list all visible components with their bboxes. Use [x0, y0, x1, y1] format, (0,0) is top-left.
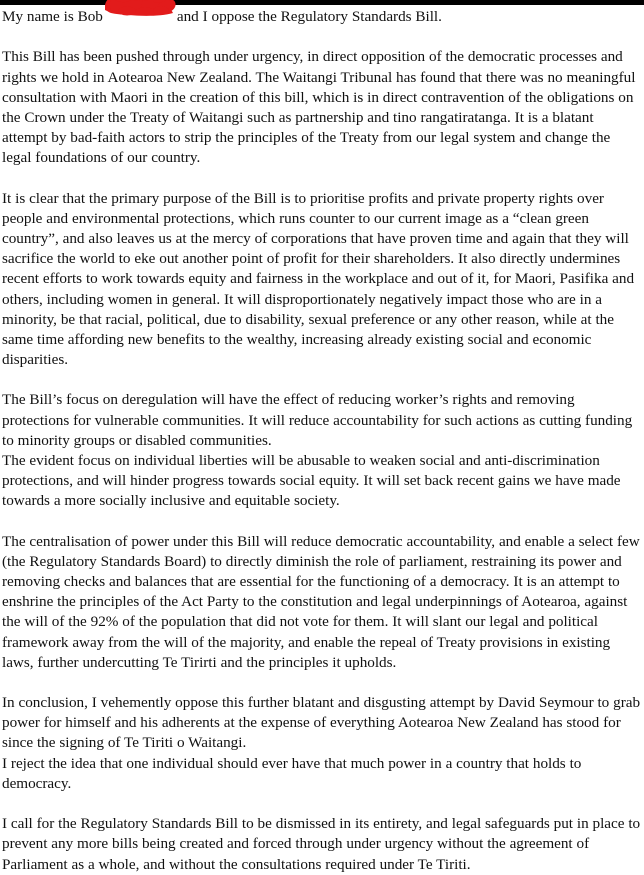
document-text-body — [0, 5, 644, 875]
redaction-wrapper — [103, 6, 177, 21]
paragraph-deregulation — [2, 390, 642, 511]
deregulation-line-2: The evident focus on individual liberties will be abusable to weaken social and anti-discrimination protections, and will hinder progress towards social equity. It will set back recent gains we have made towards a more socially inclusive and equitable society. — [2, 452, 621, 510]
deregulation-line-1: The Bill’s focus on deregulation will have the effect of reducing worker’s rights and removing protections for vulnerable communities. It will reduce accountability for such actions as cutting funding to minority groups or disabled communities. — [2, 391, 633, 449]
paragraph-urgency-and-treaty: This Bill has been pushed through under urgency, in direct opposition of the democratic processes and rights we hold in Aotearoa New Zealand. The Waitangi Tribunal has found that there was no meaningful consultation with Maori in the creation of this bill, which is in direct contravention of the obligations on the Crown under the Treaty of Waitangi such as partnership and tino rangatiratanga. It is a blatant attempt by bad-faith actors to strip the principles of the Treaty from our legal system and change the legal foundations of our country. — [2, 48, 636, 167]
paragraph-call-to-action: I call for the Regulatory Standards Bill to be dismissed in its entirety, and legal safeguards put in place to prevent any more bills being created and forced through under urgency without the agreement of Parliament as a whole, and without the consultations required under Te Tiriti. — [2, 815, 641, 873]
conclusion-line-1: In conclusion, I vehemently oppose this further blatant and disgusting attempt by David Seymour to grab power for himself and his adherents at the expense of everything Aotearoa New Zealand has stood for since the signing of Te Tiriti o Waitangi. — [2, 694, 641, 752]
conclusion-line-2: I reject the idea that one individual should ever have that much power in a country that holds to democracy. — [2, 754, 582, 792]
paragraph-centralisation-of-power: The centralisation of power under this Bill will reduce democratic accountability, and enable a select few (the Regulatory Standards Board) to directly diminish the role of parliament, restraining its power and removing checks and balances that are essential for the functioning of a democracy. It is an attempt to enshrine the principles of the Act Party to the constitution and legal underpinnings of Aotearoa, against the will of the 92% of the population that did not vote for them. It will slant our legal and political framework away from the will of the majority, and enable the repeal of Treaty provisions in existing laws, further undercutting Te Tirirti and the principles it upholds. — [2, 532, 640, 671]
opening-text-before-redaction: My name is Bob — [2, 8, 103, 26]
paragraph-opening — [2, 6, 642, 27]
paragraph-profits-over-people: It is clear that the primary purpose of the Bill is to prioritise profits and private property rights over people and environmental protections, which runs counter to our current image as a “clean green country”, and also leaves us at the mercy of corporations that have proven time and again that they will sacrifice the world to eke out another point of profit for their shareholders. It also directly undermines recent efforts to work towards equity and fairness in the workplace and out of it, for Maori, Pasifika and others, including women in general. It will disproportionately negatively impact those who are in a minority, be that racial, political, due to disability, sexual preference or any other reason, while at the same time affording new benefits to the wealthy, increasing already existing social and economic disparities. — [2, 189, 635, 369]
paragraph-conclusion — [2, 693, 642, 794]
opening-text-after-redaction: and I oppose the Regulatory Standards Bill. — [176, 8, 442, 26]
